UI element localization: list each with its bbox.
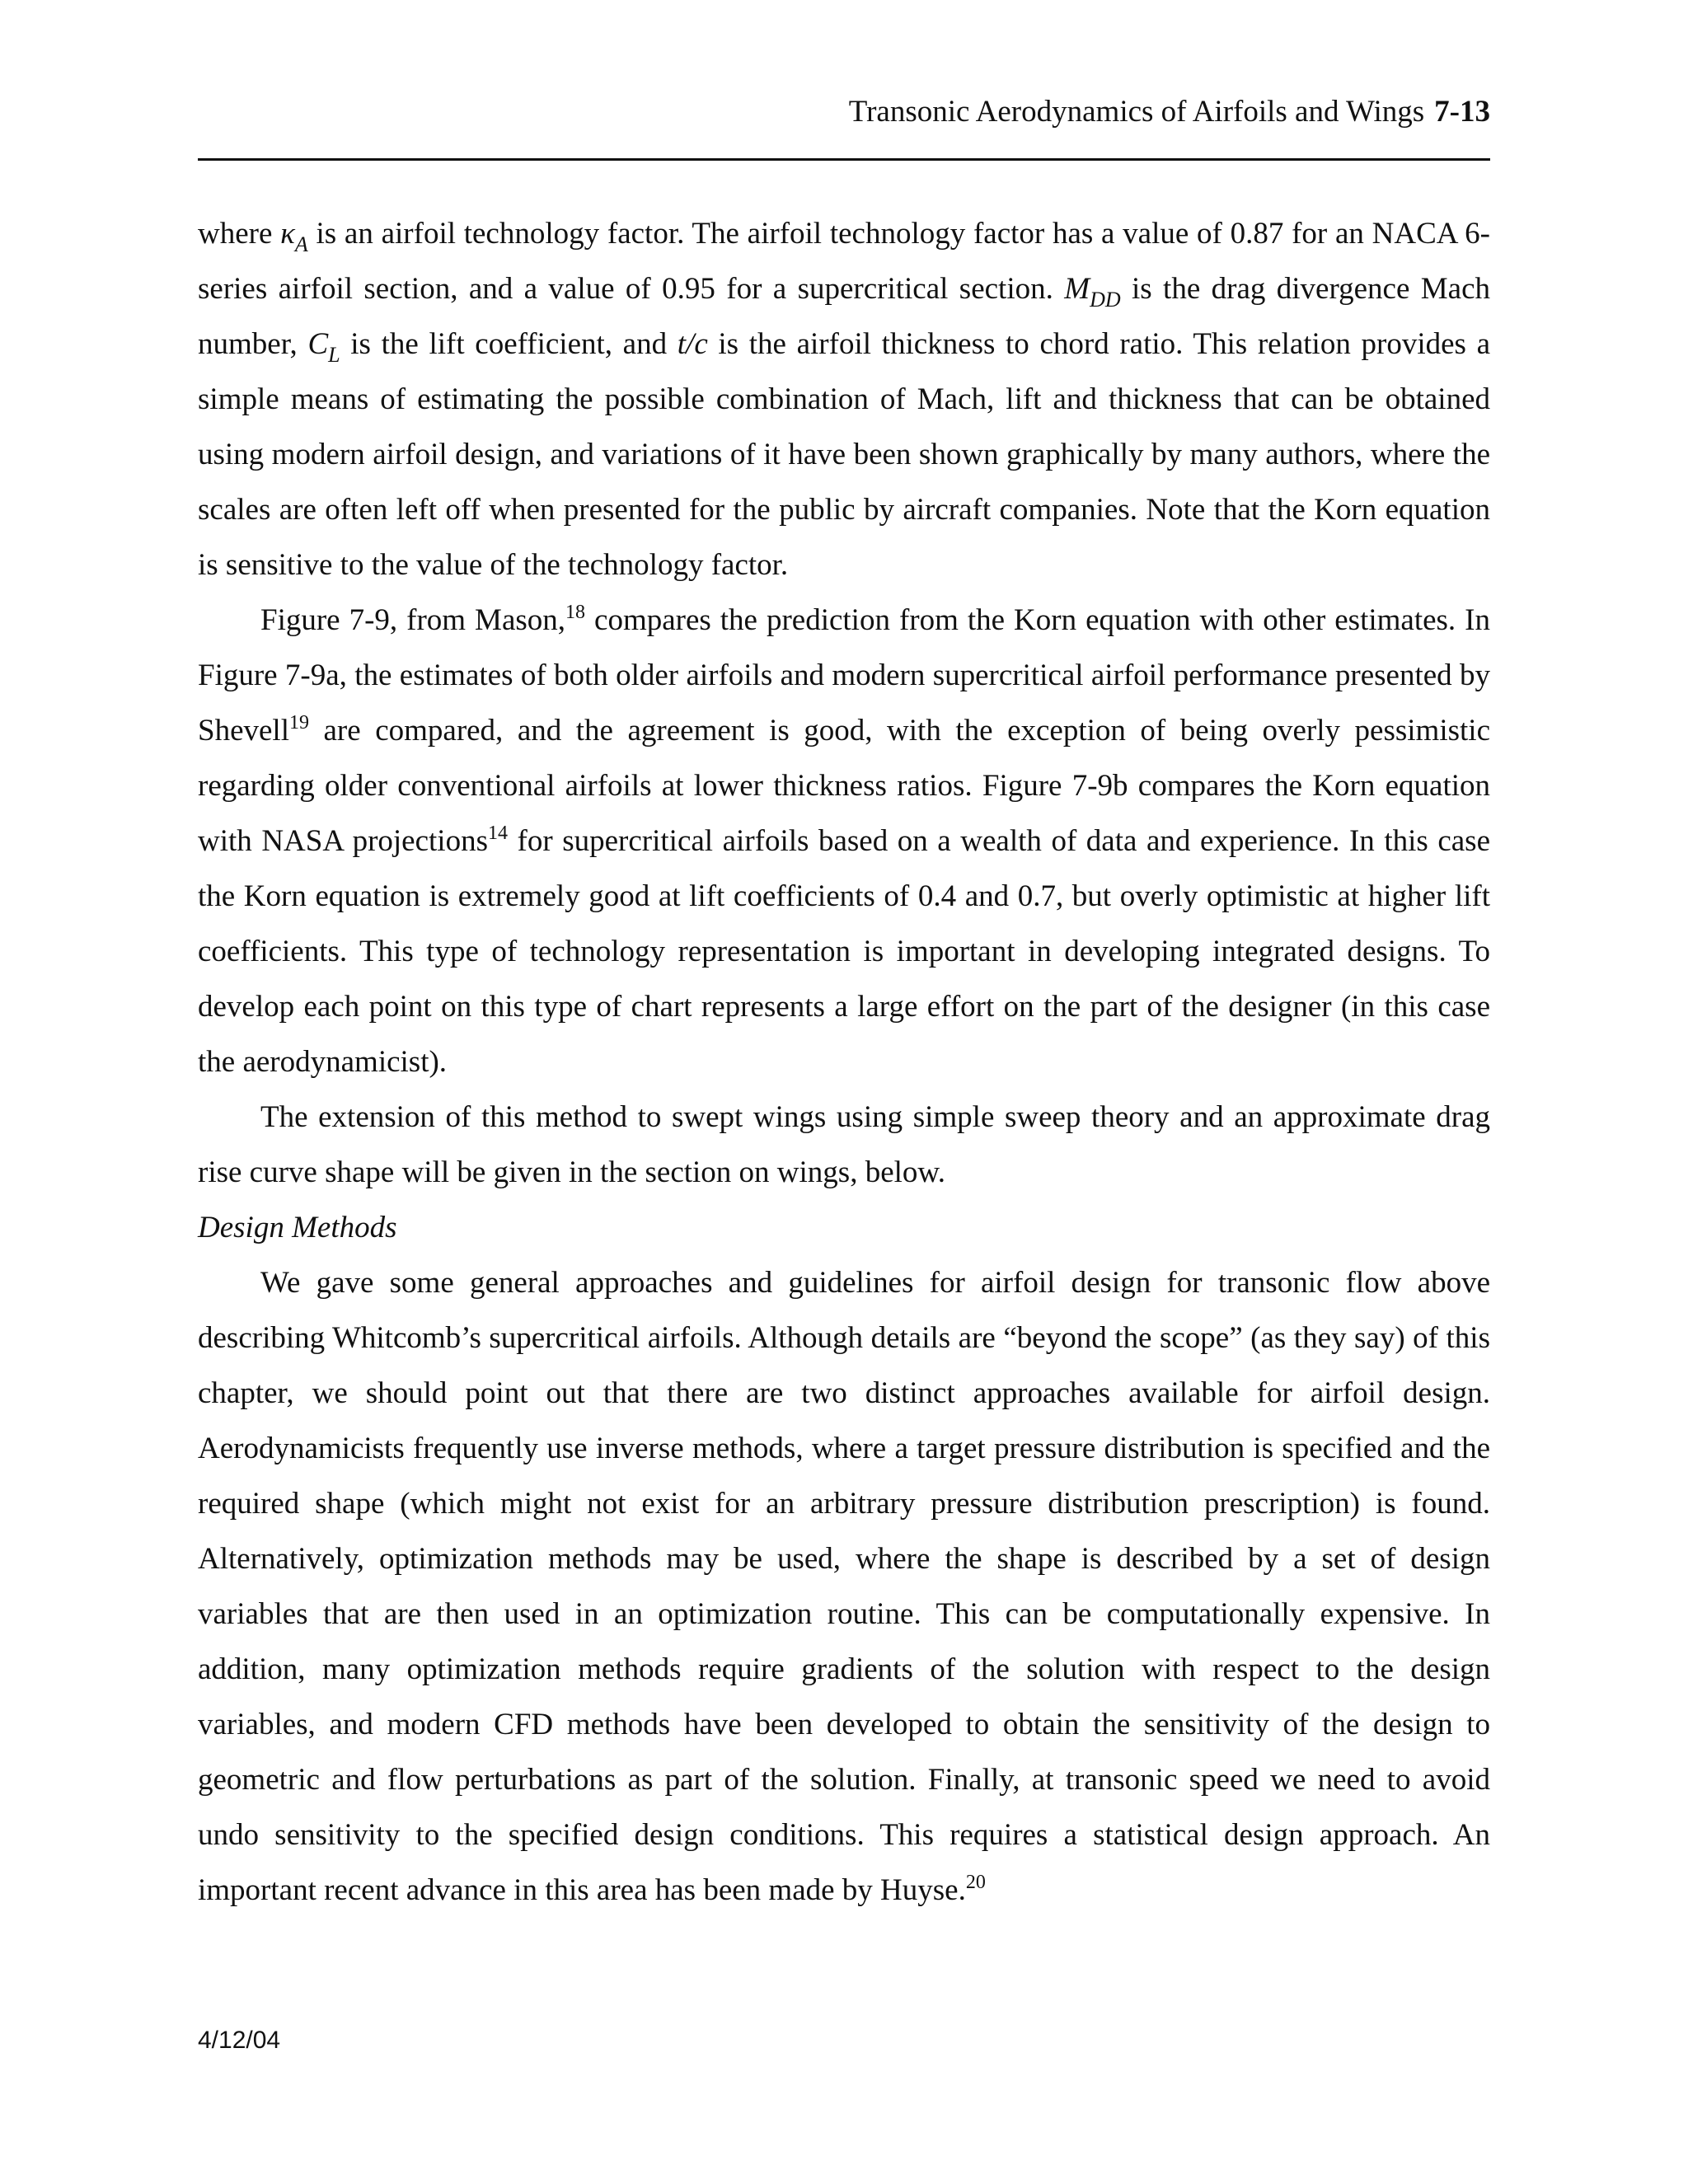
page-number: 7-13 (1434, 95, 1490, 129)
cl-subscript: L (328, 343, 340, 367)
paragraph-technology-factor: where $\kappa_A$ is an airfoil technology factor. The airfoil technology factor has a value of 0.87 for an NACA 6-series airfoil section, and a value of 0.95 for a supercritical section. $M_{DD}$ is the drag divergence Mach number, $C_L$ is the lift coefficient, and t/c is the airfoil thickness to chord ratio. This relation provides a simple means of estimating the possible combination of Mach, lift and thickness that can be obtained using modern airfoil design, and variations of it have been shown graphically by many authors, where the scales are often left off when presented for the public by aircraft companies. Note that the Korn equation is sensitive to the value of the technology factor. (198, 217, 1490, 582)
header-rule (198, 158, 1490, 161)
running-header-title: Transonic Aerodynamics of Airfoils and Wings (848, 95, 1425, 129)
paragraph-swept-wings: The extension of this method to swept wings using simple sweep theory and an approximate drag rise curve shape will be given in the section on wings, below. (198, 1100, 1490, 1189)
kappa-symbol: κ (280, 217, 295, 251)
footer-date: 4/12/04 (198, 2027, 281, 2054)
paragraph-design-methods: We gave some general approaches and guidelines for airfoil design for transonic flow above describing Whitcomb’s supercritical airfoils. Although details are “beyond the scope” (as they say) of this chapter, we should point out that there are two distinct approaches available for airfoil design. Aerodynamicists frequently use inverse methods, where a target pressure distribution is specified and the required shape (which might not exist for an arbitrary pressure distribution prescription) is found. Alternatively, optimization methods may be used, where the shape is described by a set of design variables that are then used in an optimization routine. This can be computationally expensive. In addition, many optimization methods require gradients of the solution with respect to the design variables, and modern CFD methods have been developed to obtain the sensitivity of the design to geometric and flow perturbations as part of the solution. Finally, at transonic speed we need to avoid undo sensitivity to the specified design conditions. This requires a statistical design approach. An important recent advance in this area has been made by Huyse.$^{20}$ (198, 1266, 1490, 1907)
citation-14: 14 (487, 823, 508, 844)
running-header (198, 92, 1490, 132)
paragraph-figure-7-9: Figure 7-9, from Mason,$^{18}$ compares the prediction from the Korn equation with other estimates. In Figure 7-9a, the estimates of both older airfoils and modern supercritical airfoil performance presented by Shevell$^{19}$ are compared, and the agreement is good, with the exception of being overly pessimistic regarding older conventional airfoils at lower thickness ratios. Figure 7-9b compares the Korn equation with NASA projections$^{14}$ for supercritical airfoils based on a wealth of data and experience. In this case the Korn equation is extremely good at lift coefficients of 0.4 and 0.7, but overly optimistic at higher lift coefficients. This type of technology representation is important in developing integrated designs. To develop each point on this type of chart represents a large effort on the part of the designer (in this case the aerodynamicist). (198, 602, 1490, 1079)
kappa-subscript: A (294, 232, 308, 256)
citation-19: 19 (288, 712, 309, 733)
citation-20: 20 (965, 1872, 986, 1893)
mdd-symbol: M (1064, 272, 1090, 306)
section-heading-design-methods: Design Methods (198, 1211, 397, 1244)
mdd-subscript: DD (1090, 288, 1121, 312)
body-text (198, 206, 1490, 1918)
tc-symbol: t/c (677, 327, 708, 361)
cl-symbol: C (307, 327, 329, 361)
citation-18: 18 (565, 602, 586, 623)
